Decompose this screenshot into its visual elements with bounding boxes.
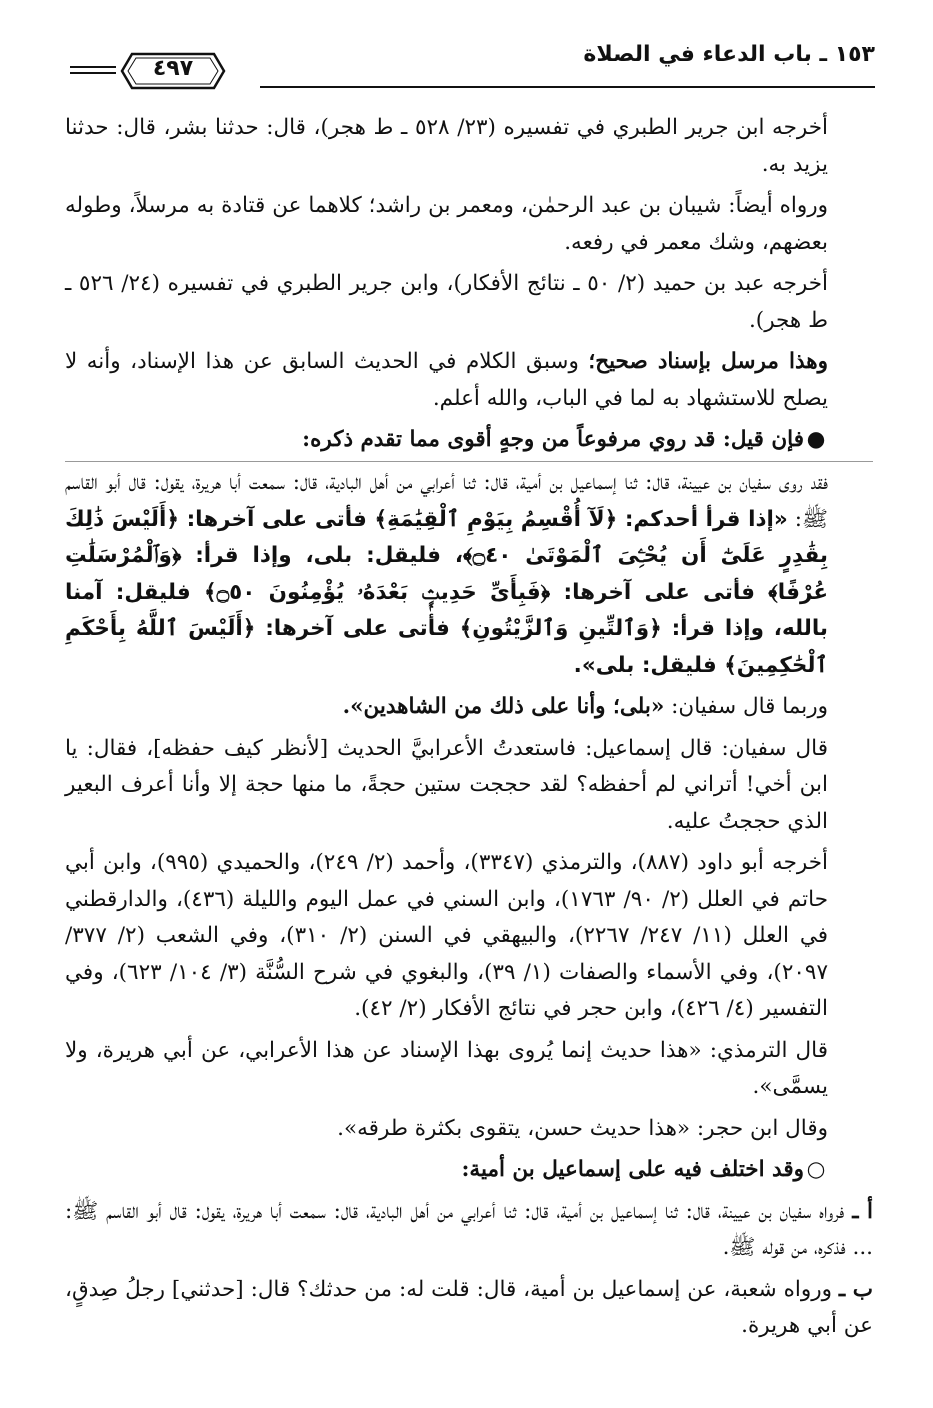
alif-text: فرواه سفيان بن عيينة، قال: ثنا إسماعيل بن أمية، قال: ثنا أعرابي من أهل البادية، قال: سمعت أبا هريرة، يقول: قال أبو القاسم ﷺ: ... فذكره، من قوله ﷺ. <box>65 1198 873 1260</box>
hollow-circle-icon: ○ <box>806 1157 826 1182</box>
hadith-matn: «إذا قرأ أحدكم: ﴿لَآ أُقْسِمُ بِيَوْمِ ٱلْقِيَٰمَةِ﴾ فأتى على آخرها: ﴿أَلَيْسَ ذَٰلِكَ بِقَٰدِرٍ عَلَىٰٓ أَن يُحْـِۧىَ ٱلْمَوْتَىٰ ۝٤٠﴾، فليقل: بلى، وإذا قرأ: ﴿وَٱلْمُرْسَلَٰتِ عُرْفًا﴾ فأتى على آخرها: ﴿فَبِأَىِّ حَدِيثٍۭ بَعْدَهُۥ يُؤْمِنُونَ ۝٥٠﴾ فليقل: آمنا بالله، وإذا قرأ: ﴿وَٱلتِّينِ وَٱلزَّيْتُونِ﴾ فأتى على آخرها: ﴿أَلَيْسَ ٱللَّهُ بِأَحْكَمِ ٱلْحَٰكِمِينَ﴾ فليقل: بلى». <box>65 506 829 678</box>
sufyan-lead: وربما قال سفيان: <box>664 694 828 719</box>
hadith-isnad: فقد روى سفيان بن عيينة، قال: ثنا إسماعيل بن أمية، قال: ثنا أعرابي من أهل البادية، قال: سمعت أبا هريرة، يقول: قال أبو القاسم ﷺ: <box>65 470 828 532</box>
filled-circle-icon: ● <box>806 427 826 452</box>
paragraph-ibn-hajar: وقال ابن حجر: «هذا حديث حسن، يتقوى بكثرة طرقه». <box>337 1115 828 1141</box>
paragraph-ba <box>65 1272 873 1345</box>
paragraph-ikhtilaf <box>65 1152 873 1189</box>
verdict-text: وسبق الكلام في الحديث السابق عن هذا الإسناد، وأنه لا يصلح للاستشهاد به لما في الباب، والله أعلم. <box>65 349 828 411</box>
ba-text: ورواه شعبة، عن إسماعيل بن أمية، قال: قلت له: من حدثك؟ قال: [حدثني] رجلُ صِدقٍ، عن أبي هريرة. <box>65 1276 873 1338</box>
alif-marker: أ ـ <box>852 1198 873 1224</box>
header-ornament-lines <box>70 66 116 78</box>
objection-bold: قد روي مرفوعاً من وجهٍ أقوى مما تقدم ذكره: <box>302 427 716 452</box>
paragraph-tirmidhi: قال الترمذي: «هذا حديث إنما يُروى بهذا الإسناد عن هذا الأعرابي، عن أبي هريرة، ولا يسمَّى». <box>65 1037 828 1099</box>
paragraph-takhrij-tabari: أخرجه ابن جرير الطبري في تفسيره (٢٣/ ٥٢٨ ـ ط هجر)، قال: حدثنا بشر، قال: حدثنا يزيد به. <box>65 115 828 177</box>
paragraph-alif <box>65 1194 873 1267</box>
objection-lead: فإن قيل: <box>715 427 804 452</box>
paragraph-objection <box>65 422 873 459</box>
page-number-badge <box>118 48 228 94</box>
sufyan-quote: «بلى؛ وأنا على ذلك من الشاهدين». <box>342 694 665 719</box>
header-rule <box>260 86 875 88</box>
paragraph-takhrij-main: أخرجه أبو داود (٨٨٧)، والترمذي (٣٣٤٧)، وأحمد (٢/ ٢٤٩)، والحميدي (٩٩٥)، وابن أبي حاتم في العلل (٢/ ٩٠/ ١٧٦٣)، وابن السني في عمل اليوم والليلة (٤٣٦)، والدارقطني في العلل (١١/ ٢٤٧/ ٢٢٦٧)، والبيهقي في السنن (٢/ ٣١٠)، وفي الشعب (٢/ ٣٧٧/ ٢٠٩٧)، وفي الأسماء والصفات (١/ ٣٩)، والبغوي في شرح السُّنَّة (٣/ ١٠٤/ ٦٢٣)، وفي التفسير (٤/ ٤٢٦)، وابن حجر في نتائج الأفكار (٢/ ٤٢). <box>65 850 829 1021</box>
page-header <box>70 38 875 98</box>
ikhtilaf-heading: وقد اختلف فيه على إسماعيل بن أمية: <box>461 1157 804 1182</box>
paragraph-hadith <box>65 465 873 684</box>
ba-marker: ب ـ <box>838 1276 873 1302</box>
separator-rule <box>65 461 873 463</box>
paragraph-sufyan-variant <box>65 689 873 726</box>
paragraph-verdict <box>65 344 873 417</box>
page-number: ٤٩٧ <box>152 56 194 81</box>
paragraph-mursal-narrations: ورواه أيضاً: شيبان بن عبد الرحمٰن، ومعمر بن راشد؛ كلاهما عن قتادة به مرسلاً، وطوله بعضهم، وشك معمر في رفعه. <box>65 193 828 255</box>
paragraph-sufyan-ismail: قال سفيان: قال إسماعيل: فاستعدتُ الأعرابيَّ الحديث [لأنظر كيف حفظه]، فقال: يا ابن أخي! أتراني لم أحفظه؟ لقد حججت ستين حجةً، ما منها حجة إلا وأنا أعرف البعير الذي حججتُ عليه. <box>65 735 828 834</box>
paragraph-takhrij-abd: أخرجه عبد بن حميد (٢/ ٥٠ ـ نتائج الأفكار)، وابن جرير الطبري في تفسيره (٢٤/ ٥٢٦ ـ ط هجر). <box>65 271 829 333</box>
running-title: ١٥٣ ـ باب الدعاء في الصلاة <box>583 42 875 67</box>
page-body <box>65 110 873 1345</box>
verdict-bold: وهذا مرسل بإسناد صحيح؛ <box>588 349 829 374</box>
